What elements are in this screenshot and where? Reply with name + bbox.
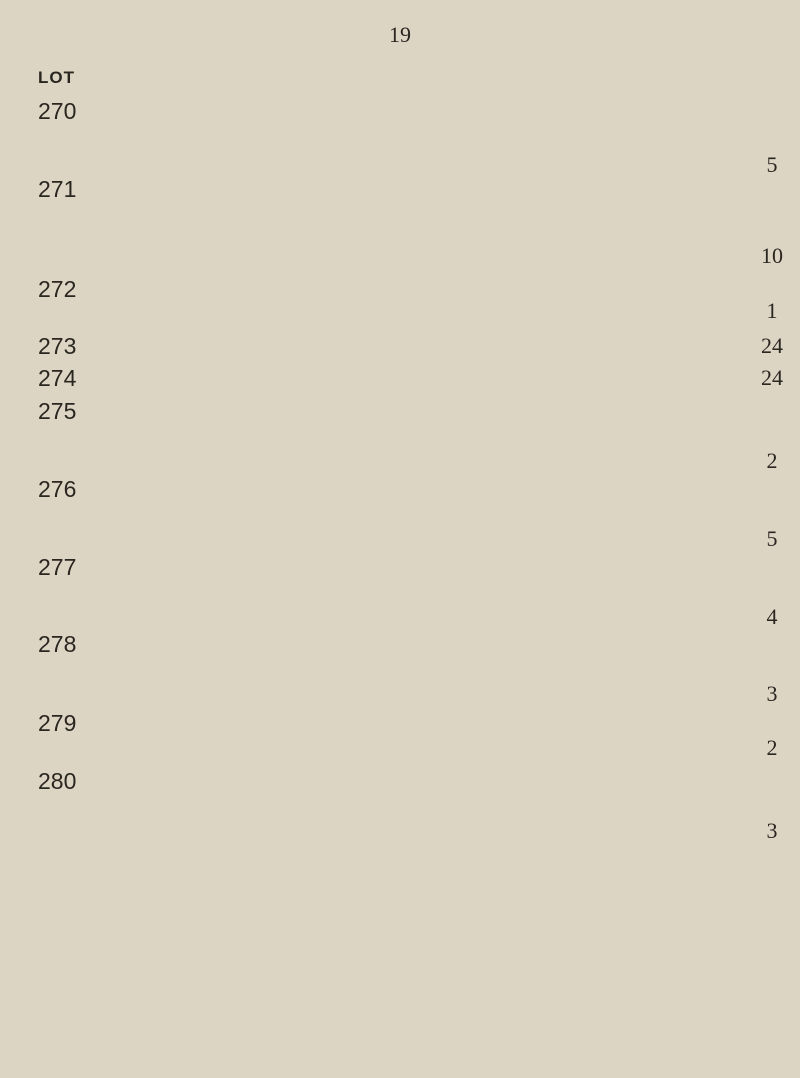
lot-number: 272 [38, 276, 77, 302]
lot-number: 273 [38, 333, 77, 359]
lot-price: 2 [766, 448, 778, 473]
lot-price: 5 [766, 152, 778, 177]
lot-number: 280 [38, 768, 77, 794]
lot-price: 4 [766, 604, 778, 629]
lot-price: 3 [766, 818, 778, 843]
lot-number: 279 [38, 710, 77, 736]
lot-column-header: LOT [38, 68, 75, 87]
lot-number: 278 [38, 631, 77, 657]
lot-number: 274 [38, 365, 77, 391]
lot-price: 24 [761, 333, 783, 358]
lot-number: 276 [38, 476, 77, 502]
lot-price: 3 [766, 681, 778, 706]
lot-price: 24 [761, 365, 783, 390]
lot-price: 5 [766, 526, 778, 551]
lot-number: 271 [38, 176, 77, 202]
lot-number: 275 [38, 398, 77, 424]
lot-price: 1 [766, 298, 778, 323]
lot-price: 2 [766, 735, 778, 760]
lot-price: 10 [761, 243, 783, 268]
lot-number: 270 [38, 98, 77, 124]
page-number: 19 [389, 22, 411, 47]
lot-number: 277 [38, 554, 77, 580]
